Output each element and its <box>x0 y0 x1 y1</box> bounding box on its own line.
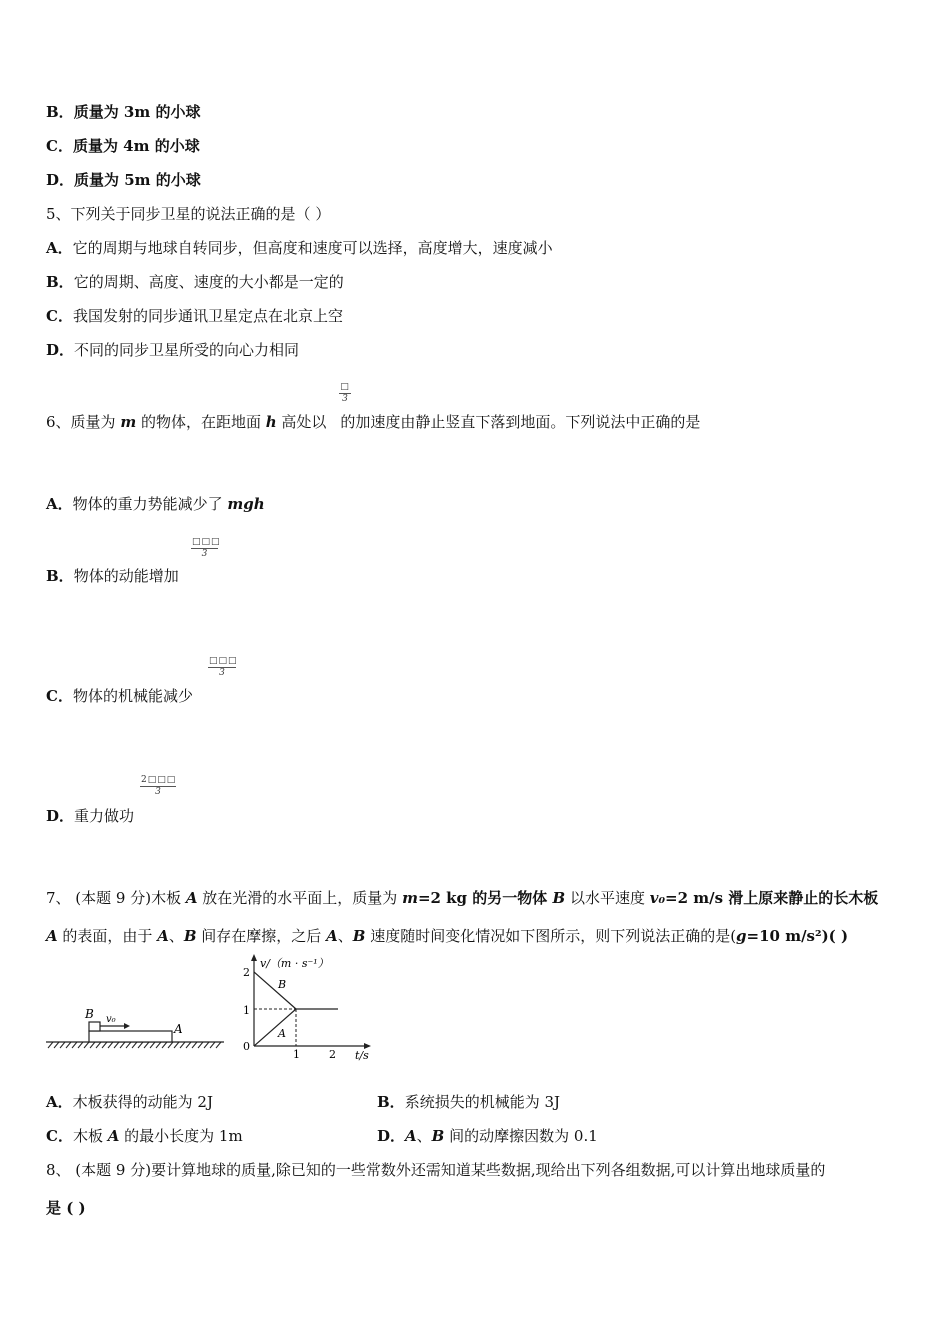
q4-option-d <box>46 170 201 190</box>
var-B: B <box>431 1127 445 1145</box>
arrow-head-icon <box>124 1023 130 1029</box>
y-tick-1: 1 <box>243 1004 250 1017</box>
var-B: B <box>352 927 366 945</box>
q7-option-d <box>377 1126 598 1146</box>
stem-text: =10 m/s²)( ) <box>746 927 849 945</box>
q6-option-d <box>46 806 134 826</box>
q7-option-c <box>46 1126 243 1146</box>
label-B: B <box>85 1007 94 1021</box>
stem-text: 、 <box>337 927 353 945</box>
var-A: A <box>326 927 338 945</box>
fraction-denominator: 3 <box>342 394 348 404</box>
x-tick-1: 1 <box>293 1048 300 1061</box>
q8-stem-line2: 是 ( ) <box>46 1199 86 1217</box>
stem-text: =2 m/s 滑上原来静止的长木板 <box>665 889 879 907</box>
q6-option-b <box>46 566 179 586</box>
option-label: B． <box>46 103 74 121</box>
block-B <box>89 1022 100 1031</box>
option-text: 质量为 3m 的小球 <box>73 103 201 121</box>
stem-text: 间存在摩擦，之后 <box>196 927 327 945</box>
x-axis-label: t/s <box>355 1049 369 1062</box>
option-label: D． <box>46 807 75 825</box>
q6-option-a <box>46 494 265 514</box>
q7-stem-line2 <box>46 926 848 946</box>
q6-option-b-fraction <box>191 537 221 560</box>
q8-stem-line1: 8、 (本题 9 分)要计算地球的质量,除已知的一些常数外还需知道某些数据,现给出下列各组数据,可以计算出地球质量的 <box>46 1161 826 1179</box>
q6-option-d-fraction <box>140 775 176 798</box>
graph-label-B: B <box>278 978 287 991</box>
line-A <box>254 1009 296 1046</box>
q7-option-a <box>46 1092 213 1112</box>
var-A: A <box>46 927 58 945</box>
board-A <box>89 1031 172 1042</box>
option-label: B． <box>46 567 74 585</box>
option-text: 、 <box>416 1127 432 1145</box>
q7-board-figure <box>44 1000 229 1052</box>
option-text: 它的周期、高度、速度的大小都是一定的 <box>73 273 344 291</box>
option-label: D． <box>377 1127 406 1145</box>
q4-option-c <box>46 136 200 156</box>
fraction-denominator: 3 <box>155 787 161 797</box>
q7-stem-line1 <box>46 888 878 908</box>
option-text: 质量为 4m 的小球 <box>72 137 200 155</box>
stem-text: =2 kg 的另一物体 <box>417 889 553 907</box>
var-B: B <box>552 889 566 907</box>
option-text: 木板 <box>72 1127 108 1145</box>
option-text: 质量为 5m 的小球 <box>74 171 201 189</box>
option-text: 木板获得的动能为 2J <box>72 1093 213 1111</box>
label-A: A <box>174 1022 183 1036</box>
y-tick-0: 0 <box>243 1040 250 1053</box>
var-m: m <box>120 413 137 431</box>
var-A: A <box>157 927 169 945</box>
option-label: B． <box>377 1093 405 1111</box>
q6-option-c <box>46 686 193 706</box>
option-label: D． <box>46 171 75 189</box>
stem-text: 的物体，在距地面 <box>136 413 266 431</box>
var-m: m <box>402 889 418 907</box>
option-text: 它的周期与地球自转同步，但高度和速度可以选择，高度增大，速度减小 <box>72 239 553 257</box>
var-g: g <box>736 927 747 945</box>
option-text: 物体的机械能减少 <box>72 687 193 705</box>
option-text: 物体的动能增加 <box>73 567 179 585</box>
option-text: 间的动摩擦因数为 0.1 <box>444 1127 598 1145</box>
label-v0: v₀ <box>106 1014 116 1025</box>
x-tick-2: 2 <box>329 1048 336 1061</box>
stem-text: 7、 (本题 9 分)木板 <box>46 889 186 907</box>
stem-text: 6、质量为 <box>46 413 121 431</box>
q7-option-b <box>377 1092 560 1112</box>
stem-text: 放在光滑的水平面上，质量为 <box>197 889 403 907</box>
fraction-numerator: □□□ <box>192 537 221 547</box>
stem-text: 高处以 <box>276 413 327 431</box>
q5-option-d <box>46 340 299 360</box>
stem-text: 速度随时间变化情况如下图所示，则下列说法正确的是( <box>365 927 737 945</box>
option-label: C． <box>46 687 73 705</box>
stem-text: 、 <box>168 927 184 945</box>
option-label: A． <box>46 495 73 513</box>
y-axis-arrow-icon <box>251 954 257 961</box>
option-text: 物体的重力势能减少了 <box>72 495 228 513</box>
option-text: 我国发射的同步通讯卫星定点在北京上空 <box>72 307 343 325</box>
fraction-denominator: 3 <box>219 668 225 678</box>
option-label: C． <box>46 137 73 155</box>
q7-vt-graph <box>238 950 378 1062</box>
q6-stem-fraction <box>339 382 351 405</box>
fraction-numerator: 2□□□ <box>141 775 177 785</box>
stem-text: 的加速度由静止竖直下落到地面。下列说法中正确的是 <box>340 413 701 431</box>
option-label: D． <box>46 341 75 359</box>
option-label: B． <box>46 273 74 291</box>
var-A: A <box>185 889 198 907</box>
q5-option-a <box>46 238 553 258</box>
q6-option-c-fraction <box>208 656 236 679</box>
q6-stem <box>46 412 700 432</box>
option-label: C． <box>46 1127 73 1145</box>
option-text: 重力做功 <box>74 807 135 825</box>
option-text: 系统损失的机械能为 3J <box>404 1093 561 1111</box>
q5-option-b <box>46 272 344 292</box>
var-A: A <box>107 1127 120 1145</box>
q5-option-c <box>46 306 343 326</box>
var-mgh: mgh <box>227 495 265 513</box>
option-text: 不同的同步卫星所受的向心力相同 <box>74 341 300 359</box>
graph-label-A: A <box>278 1027 286 1040</box>
var-v0: v₀ <box>649 889 666 907</box>
stem-text: 的表面，由于 <box>57 927 158 945</box>
ground-hatch <box>48 1042 221 1048</box>
option-label: A． <box>46 1093 73 1111</box>
q5-stem: 5、下列关于同步卫星的说法正确的是（ ） <box>46 205 331 223</box>
option-label: A． <box>46 239 73 257</box>
var-h: h <box>265 413 277 431</box>
q4-option-b <box>46 102 200 122</box>
option-label: C． <box>46 307 73 325</box>
y-axis-label: v/（m · s⁻¹） <box>260 957 329 970</box>
fraction-numerator: □□□ <box>209 656 238 666</box>
fraction-denominator: 3 <box>201 549 208 559</box>
stem-text: 以水平速度 <box>565 889 650 907</box>
var-B: B <box>183 927 197 945</box>
line-B <box>254 972 296 1009</box>
option-text: 的最小长度为 1m <box>119 1127 243 1145</box>
fraction-numerator: □ <box>340 382 350 392</box>
var-A: A <box>405 1127 417 1145</box>
y-tick-2: 2 <box>243 966 250 979</box>
